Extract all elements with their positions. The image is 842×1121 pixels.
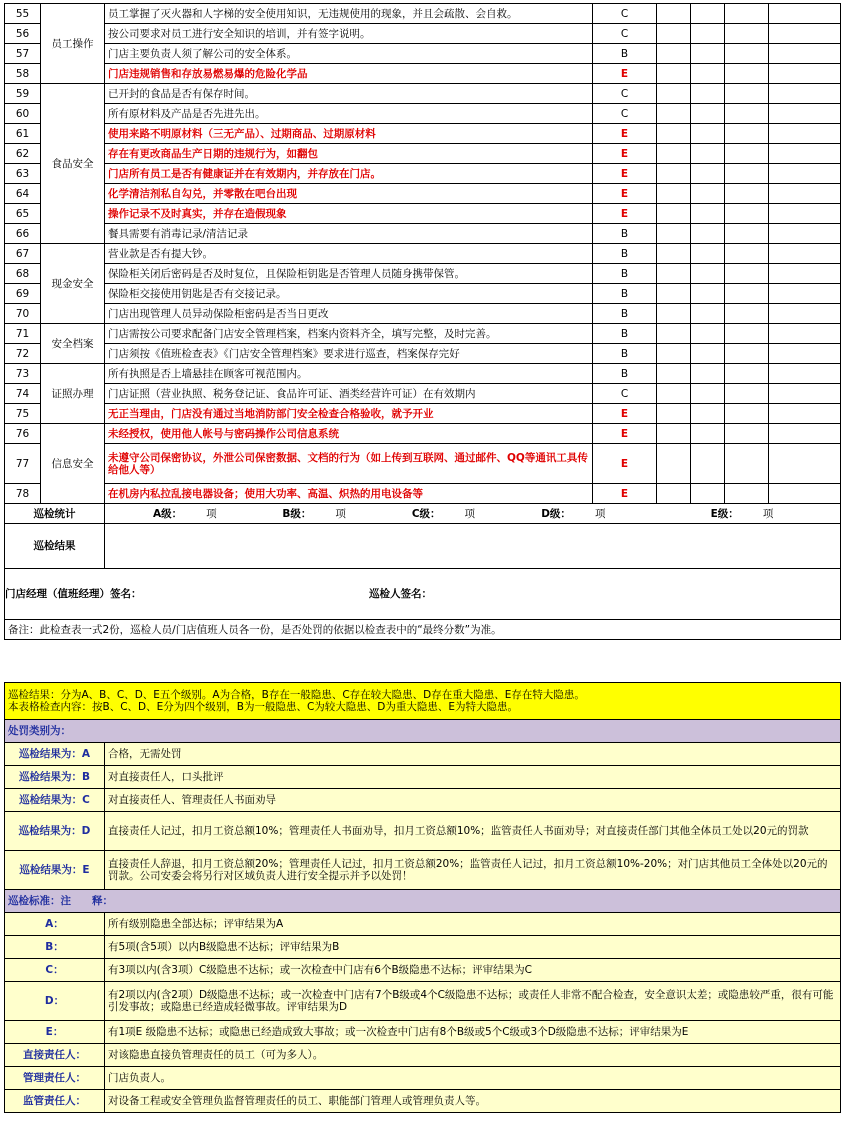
check-item: 餐具需要有消毒记录/清洁记录 <box>105 224 593 244</box>
grade-cell: E <box>593 204 657 224</box>
grade-cell: E <box>593 184 657 204</box>
grade-count-unit: 项 <box>594 507 606 520</box>
penalty-label: 巡检结果为：C <box>5 789 105 812</box>
blank-cell[interactable] <box>769 364 841 384</box>
grade-cell: E <box>593 404 657 424</box>
blank-cell[interactable] <box>769 204 841 224</box>
blank-cell[interactable] <box>657 324 691 344</box>
blank-cell[interactable] <box>769 104 841 124</box>
blank-cell[interactable] <box>657 84 691 104</box>
blank-cell[interactable] <box>657 224 691 244</box>
check-item: 门店所有员工是否有健康证并在有效期内，并存放在门店。 <box>105 164 593 184</box>
penalty-text: 直接责任人辞退，扣月工资总额20%；管理责任人记过，扣月工资总额20%；监管责任人记过，扣月工资总额10%-20%；对门店其他员工全体处以20元的罚款。公司安委会将另行对区域负责人进行安全提示并予以处罚！ <box>105 851 841 890</box>
blank-cell[interactable] <box>769 184 841 204</box>
grade-cell: B <box>593 304 657 324</box>
penalty-header: 处罚类别为： <box>5 720 841 743</box>
row-number: 58 <box>5 64 41 84</box>
blank-cell[interactable] <box>769 4 841 24</box>
standard-text: 门店负责人。 <box>105 1067 841 1090</box>
grade-cell: E <box>593 484 657 504</box>
row-number: 62 <box>5 144 41 164</box>
row-number: 78 <box>5 484 41 504</box>
blank-cell[interactable] <box>769 424 841 444</box>
table-row <box>5 84 841 104</box>
blank-cell[interactable] <box>657 44 691 64</box>
check-item: 员工掌握了灭火器和人字梯的安全使用知识，无违规使用的现象，并且会疏散、会自救。 <box>105 4 593 24</box>
standard-label: D： <box>5 982 105 1021</box>
table-row <box>5 104 841 124</box>
standard-text: 所有级别隐患全部达标；评审结果为A <box>105 913 841 936</box>
standard-text: 有5项(含5项）以内B级隐患不达标；评审结果为B <box>105 936 841 959</box>
blank-cell[interactable] <box>657 444 691 484</box>
table-row <box>5 204 841 224</box>
blank-cell[interactable] <box>657 284 691 304</box>
blank-cell[interactable] <box>657 264 691 284</box>
row-number: 70 <box>5 304 41 324</box>
standard-label: B： <box>5 936 105 959</box>
blank-cell[interactable] <box>691 24 725 44</box>
blank-cell[interactable] <box>691 104 725 124</box>
blank-cell[interactable] <box>691 144 725 164</box>
table-row <box>5 4 841 24</box>
blank-cell[interactable] <box>691 44 725 64</box>
check-item: 门店需按公司要求配备门店安全管理档案，档案内资料齐全，填写完整，及时完善。 <box>105 324 593 344</box>
blank-cell[interactable] <box>769 324 841 344</box>
blank-cell[interactable] <box>691 264 725 284</box>
blank-cell[interactable] <box>657 104 691 124</box>
table-row <box>5 284 841 304</box>
grade-cell: B <box>593 324 657 344</box>
blank-cell[interactable] <box>657 344 691 364</box>
table-row <box>5 244 841 264</box>
standard-label: C： <box>5 959 105 982</box>
inspector-sign-label: 巡检人签名： <box>369 588 432 600</box>
check-item: 未遵守公司保密协议，外泄公司保密数据、文档的行为（如上传到互联网、通过邮件、QQ等通讯工具传给他人等） <box>105 444 593 484</box>
blank-cell[interactable] <box>725 384 769 404</box>
blank-cell[interactable] <box>725 244 769 264</box>
check-item: 门店须按《值班检查表》《门店安全管理档案》要求进行巡查，档案保存完好 <box>105 344 593 364</box>
grade-cell: C <box>593 104 657 124</box>
blank-cell[interactable] <box>725 364 769 384</box>
blank-cell[interactable] <box>691 4 725 24</box>
blank-cell[interactable] <box>725 484 769 504</box>
blank-cell[interactable] <box>769 304 841 324</box>
blank-cell[interactable] <box>691 244 725 264</box>
row-number: 67 <box>5 244 41 264</box>
blank-cell[interactable] <box>725 144 769 164</box>
category-cell: 信息安全 <box>41 424 105 504</box>
blank-cell[interactable] <box>691 184 725 204</box>
table-row <box>5 484 841 504</box>
row-number: 76 <box>5 424 41 444</box>
row-number: 63 <box>5 164 41 184</box>
blank-cell[interactable] <box>725 64 769 84</box>
blank-cell[interactable] <box>769 444 841 484</box>
blank-cell[interactable] <box>725 444 769 484</box>
grade-cell: B <box>593 224 657 244</box>
table-row <box>5 344 841 364</box>
table-row <box>5 384 841 404</box>
blank-cell[interactable] <box>691 124 725 144</box>
blank-cell[interactable] <box>691 304 725 324</box>
row-number: 71 <box>5 324 41 344</box>
blank-cell[interactable] <box>725 204 769 224</box>
row-number: 77 <box>5 444 41 484</box>
row-number: 66 <box>5 224 41 244</box>
table-row <box>5 264 841 284</box>
blank-cell[interactable] <box>725 84 769 104</box>
grade-count-unit: 项 <box>206 507 217 520</box>
standard-text: 有1项E 级隐患不达标；或隐患已经造成致大事故；或一次检查中门店有8个B级或5个C级或3个D级隐患不达标；评审结果为E <box>105 1021 841 1044</box>
grade-cell: B <box>593 244 657 264</box>
blank-cell[interactable] <box>769 404 841 424</box>
blank-cell[interactable] <box>725 24 769 44</box>
check-item: 化学清洁剂私自勾兑，并零散在吧台出现 <box>105 184 593 204</box>
blank-cell[interactable] <box>725 424 769 444</box>
blank-cell[interactable] <box>657 244 691 264</box>
table-row <box>5 124 841 144</box>
row-number: 55 <box>5 4 41 24</box>
check-item: 门店违规销售和存放易燃易爆的危险化学品 <box>105 64 593 84</box>
blank-cell[interactable] <box>725 44 769 64</box>
category-cell: 现金安全 <box>41 244 105 324</box>
blank-cell[interactable] <box>657 384 691 404</box>
grade-cell: E <box>593 144 657 164</box>
grade-count-label: B级： <box>282 507 312 520</box>
blank-cell[interactable] <box>769 284 841 304</box>
grade-count-unit: 项 <box>335 507 346 520</box>
grade-cell: E <box>593 124 657 144</box>
blank-cell[interactable] <box>725 324 769 344</box>
grade-cell: E <box>593 424 657 444</box>
blank-cell[interactable] <box>725 404 769 424</box>
row-number: 56 <box>5 24 41 44</box>
table-row <box>5 24 841 44</box>
check-item: 操作记录不及时真实，并存在造假现象 <box>105 204 593 224</box>
grade-cell: C <box>593 384 657 404</box>
blank-cell[interactable] <box>769 384 841 404</box>
check-item: 门店主要负责人须了解公司的安全体系。 <box>105 44 593 64</box>
blank-cell[interactable] <box>725 4 769 24</box>
blank-cell[interactable] <box>725 304 769 324</box>
row-number: 69 <box>5 284 41 304</box>
row-number: 73 <box>5 364 41 384</box>
blank-cell[interactable] <box>769 224 841 244</box>
category-cell: 员工操作 <box>41 4 105 84</box>
penalty-text: 对直接责任人、管理责任人书面劝导 <box>105 789 841 812</box>
penalty-text: 合格，无需处罚 <box>105 743 841 766</box>
penalty-text: 对直接责任人，口头批评 <box>105 766 841 789</box>
table-row <box>5 404 841 424</box>
blank-cell[interactable] <box>657 304 691 324</box>
penalty-text: 直接责任人记过，扣月工资总额10%；管理责任人书面劝导，扣月工资总额10%；监管责任人书面劝导；对直接责任部门其他全体员工处以20元的罚款 <box>105 812 841 851</box>
blank-cell[interactable] <box>691 224 725 244</box>
grade-cell: C <box>593 24 657 44</box>
blank-cell[interactable] <box>691 404 725 424</box>
blank-cell[interactable] <box>769 24 841 44</box>
grade-count-label: E级： <box>710 507 739 520</box>
check-item: 未经授权，使用他人帐号与密码操作公司信息系统 <box>105 424 593 444</box>
table-row <box>5 184 841 204</box>
result-cell[interactable] <box>105 524 841 569</box>
stats-label: 巡检统计 <box>5 504 105 524</box>
blank-cell[interactable] <box>769 484 841 504</box>
row-number: 68 <box>5 264 41 284</box>
blank-cell[interactable] <box>725 264 769 284</box>
blank-cell[interactable] <box>769 124 841 144</box>
blank-cell[interactable] <box>725 184 769 204</box>
category-cell: 证照办理 <box>41 364 105 424</box>
signature-row <box>5 569 841 620</box>
check-item: 门店证照（营业执照、税务登记证、食品许可证、酒类经营许可证）在有效期内 <box>105 384 593 404</box>
table-row <box>5 224 841 244</box>
grade-cell: C <box>593 4 657 24</box>
grade-count-label: A级： <box>153 507 183 520</box>
check-item: 营业款是否有提大钞。 <box>105 244 593 264</box>
blank-cell[interactable] <box>691 164 725 184</box>
standard-label: 管理责任人： <box>5 1067 105 1090</box>
blank-cell[interactable] <box>691 424 725 444</box>
standard-label: 直接责任人： <box>5 1044 105 1067</box>
check-item: 保险柜交接使用钥匙是否有交接记录。 <box>105 284 593 304</box>
blank-cell[interactable] <box>769 344 841 364</box>
check-item: 所有执照是否上墙悬挂在顾客可视范围内。 <box>105 364 593 384</box>
table-row <box>5 144 841 164</box>
legend-intro-line: 巡检结果：分为A、B、C、D、E五个级别。A为合格，B存在一般隐患、C存在较大隐患、D存在重大隐患、E存在特大隐患。 <box>8 689 585 701</box>
grade-count-unit: 项 <box>464 507 476 520</box>
grade-cell: B <box>593 44 657 64</box>
table-row <box>5 364 841 384</box>
blank-cell[interactable] <box>691 364 725 384</box>
blank-cell[interactable] <box>657 184 691 204</box>
category-cell: 食品安全 <box>41 84 105 244</box>
standard-text: 对设备工程或安全管理负监督管理责任的员工、职能部门管理人或管理负责人等。 <box>105 1090 841 1113</box>
penalty-label: 巡检结果为：A <box>5 743 105 766</box>
table-row <box>5 324 841 344</box>
blank-cell[interactable] <box>657 164 691 184</box>
check-item: 所有原材料及产品是否先进先出。 <box>105 104 593 124</box>
standard-text: 有3项以内(含3项）C级隐患不达标；或一次检查中门店有6个B级隐患不达标；评审结果为C <box>105 959 841 982</box>
row-number: 75 <box>5 404 41 424</box>
check-item: 已开封的食品是否有保存时间。 <box>105 84 593 104</box>
penalty-label: 巡检结果为：B <box>5 766 105 789</box>
row-number: 61 <box>5 124 41 144</box>
blank-cell[interactable] <box>691 324 725 344</box>
penalty-label: 巡检结果为：D <box>5 812 105 851</box>
blank-cell[interactable] <box>657 424 691 444</box>
blank-cell[interactable] <box>657 24 691 44</box>
blank-cell[interactable] <box>769 44 841 64</box>
blank-cell[interactable] <box>691 204 725 224</box>
inspection-table <box>4 3 841 640</box>
blank-cell[interactable] <box>657 204 691 224</box>
grade-cell: C <box>593 84 657 104</box>
blank-cell[interactable] <box>769 84 841 104</box>
table-row <box>5 64 841 84</box>
table-row <box>5 304 841 324</box>
row-number: 65 <box>5 204 41 224</box>
table-row <box>5 164 841 184</box>
table-row <box>5 424 841 444</box>
grade-cell: B <box>593 264 657 284</box>
blank-cell[interactable] <box>657 124 691 144</box>
check-item: 无正当理由，门店没有通过当地消防部门安全检查合格验收，就予开业 <box>105 404 593 424</box>
legend-table <box>4 682 841 1113</box>
standard-text: 对该隐患直接负管理责任的员工（可为多人）。 <box>105 1044 841 1067</box>
standard-header: 巡检标准：注 释： <box>5 890 841 913</box>
blank-cell[interactable] <box>725 224 769 244</box>
grade-cell: B <box>593 284 657 304</box>
blank-cell[interactable] <box>691 344 725 364</box>
check-item: 保险柜关闭后密码是否及时复位，且保险柜钥匙是否管理人员随身携带保管。 <box>105 264 593 284</box>
grade-cell: E <box>593 164 657 184</box>
blank-cell[interactable] <box>691 484 725 504</box>
grade-count-unit: 项 <box>762 507 774 520</box>
result-label: 巡检结果 <box>5 524 105 569</box>
blank-cell[interactable] <box>657 64 691 84</box>
blank-cell[interactable] <box>725 344 769 364</box>
category-cell: 安全档案 <box>41 324 105 364</box>
grade-cell: E <box>593 444 657 484</box>
blank-cell[interactable] <box>769 264 841 284</box>
row-number: 72 <box>5 344 41 364</box>
blank-cell[interactable] <box>769 244 841 264</box>
grade-cell: B <box>593 344 657 364</box>
stats-cell <box>105 504 841 524</box>
blank-cell[interactable] <box>725 164 769 184</box>
blank-cell[interactable] <box>657 364 691 384</box>
grade-cell: E <box>593 64 657 84</box>
table-row <box>5 44 841 64</box>
table-row <box>5 444 841 484</box>
check-item: 使用来路不明原材料（三无产品）、过期商品、过期原材料 <box>105 124 593 144</box>
blank-cell[interactable] <box>769 144 841 164</box>
standard-label: A： <box>5 913 105 936</box>
blank-cell[interactable] <box>657 4 691 24</box>
blank-cell[interactable] <box>691 284 725 304</box>
stats-row <box>5 504 841 524</box>
row-number: 60 <box>5 104 41 124</box>
blank-cell[interactable] <box>657 484 691 504</box>
blank-cell[interactable] <box>691 84 725 104</box>
blank-cell[interactable] <box>725 124 769 144</box>
blank-cell[interactable] <box>657 144 691 164</box>
standard-label: E： <box>5 1021 105 1044</box>
row-number: 64 <box>5 184 41 204</box>
grade-count-label: C级： <box>411 507 441 520</box>
row-number: 59 <box>5 84 41 104</box>
row-number: 74 <box>5 384 41 404</box>
grade-cell: B <box>593 364 657 384</box>
blank-cell[interactable] <box>691 384 725 404</box>
penalty-label: 巡检结果为：E <box>5 851 105 890</box>
blank-cell[interactable] <box>691 444 725 484</box>
blank-cell[interactable] <box>769 64 841 84</box>
grade-count-label: D级： <box>541 507 571 520</box>
standard-text: 有2项以内(含2项）D级隐患不达标；或一次检查中门店有7个B级或4个C级隐患不达标；或责任人非常不配合检查，安全意识太差；或隐患较严重，很有可能引发事故；或隐患已经造成轻微事故。评审结果为D <box>105 982 841 1021</box>
blank-cell[interactable] <box>657 404 691 424</box>
check-item: 按公司要求对员工进行安全知识的培训，并有签字说明。 <box>105 24 593 44</box>
blank-cell[interactable] <box>769 164 841 184</box>
legend-intro <box>5 683 841 720</box>
standard-label: 监管责任人： <box>5 1090 105 1113</box>
blank-cell[interactable] <box>725 284 769 304</box>
check-item: 在机房内私拉乱接电器设备；使用大功率、高温、炽热的用电设备等 <box>105 484 593 504</box>
note: 备注：此检查表一式2份，巡检人员/门店值班人员各一份，是否处罚的依据以检查表中的“最终分数”为准。 <box>5 620 841 640</box>
blank-cell[interactable] <box>691 64 725 84</box>
manager-sign-label: 门店经理（值班经理）签名： <box>5 588 142 600</box>
check-item: 存在有更改商品生产日期的违规行为，如翻包 <box>105 144 593 164</box>
blank-cell[interactable] <box>725 104 769 124</box>
row-number: 57 <box>5 44 41 64</box>
legend-intro-line: 本表格检查内容：按B、C、D、E分为四个级别，B为一般隐患、C为较大隐患、D为重大隐患、E为特大隐患。 <box>8 701 519 713</box>
check-item: 门店出现管理人员异动保险柜密码是否当日更改 <box>105 304 593 324</box>
